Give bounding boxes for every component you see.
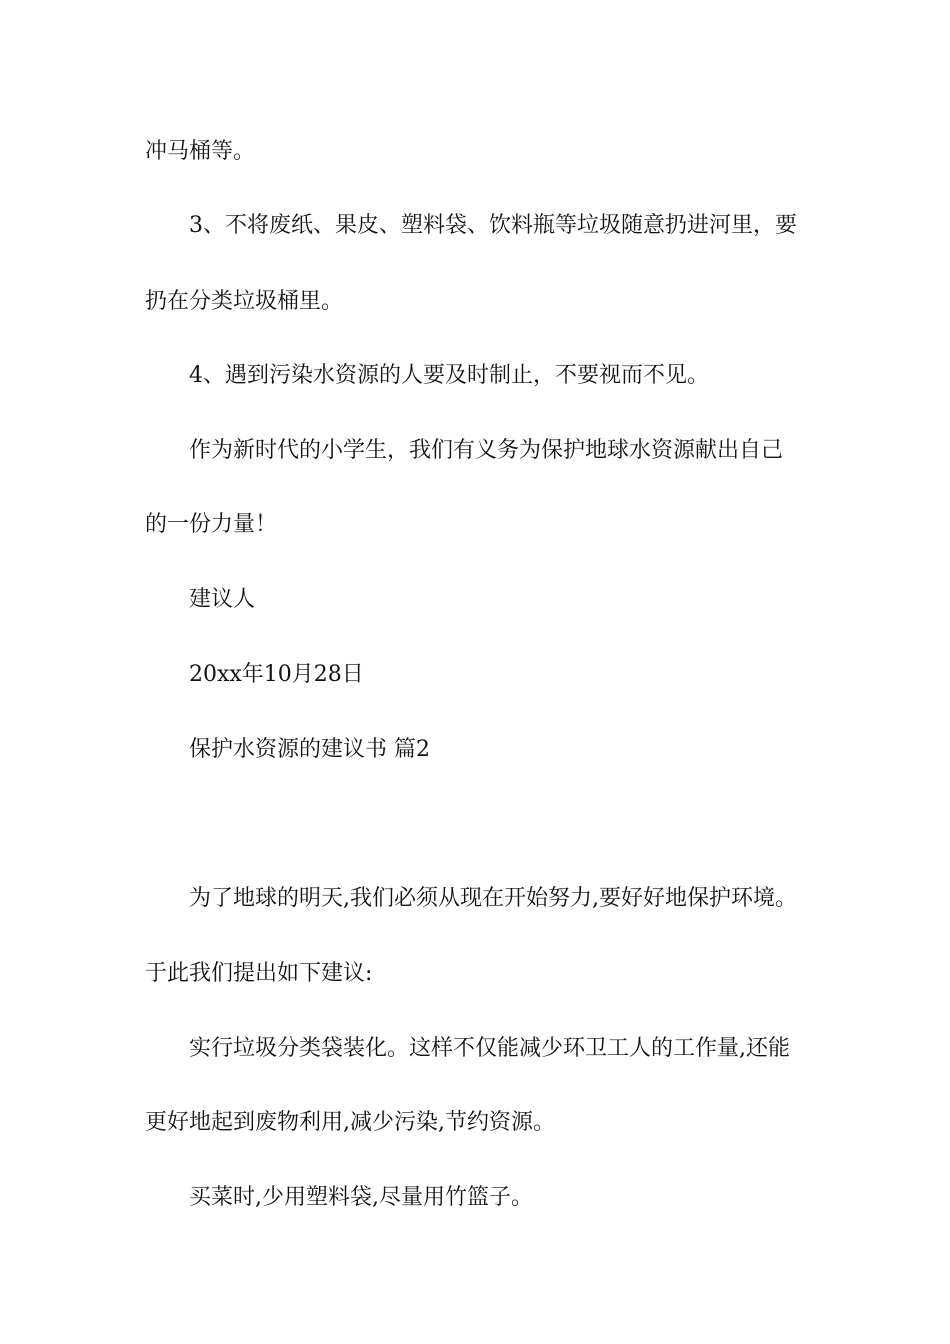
date-line: 20xx年10月28日 [189,662,364,687]
paragraph-line: 买菜时,少用塑料袋,尽量用竹篮子。 [189,1185,533,1210]
paragraph-line: 实行垃圾分类袋装化。这样不仅能减少环卫工人的工作量,还能 [189,1036,790,1061]
paragraph-line: 的一份力量！ [145,512,278,537]
paragraph-line: 冲马桶等。 [145,139,256,164]
paragraph-line: 为了地球的明天,我们必须从现在开始努力,要好好地保护环境。 [189,886,797,911]
paragraph-line: 更好地起到废物利用,减少污染,节约资源。 [145,1110,555,1135]
signature-label: 建议人 [189,587,256,612]
paragraph-line: 扔在分类垃圾桶里。 [145,289,344,314]
paragraph-line: 于此我们提出如下建议: [145,961,373,986]
paragraph-line: 作为新时代的小学生，我们有义务为保护地球水资源献出自己 [189,438,784,463]
paragraph-line: 3、不将废纸、果皮、塑料袋、饮料瓶等垃圾随意扔进河里，要 [189,213,797,238]
paragraph-line: 4、遇到污染水资源的人要及时制止，不要视而不见。 [189,363,709,388]
section-heading: 保护水资源的建议书 篇2 [189,737,430,762]
